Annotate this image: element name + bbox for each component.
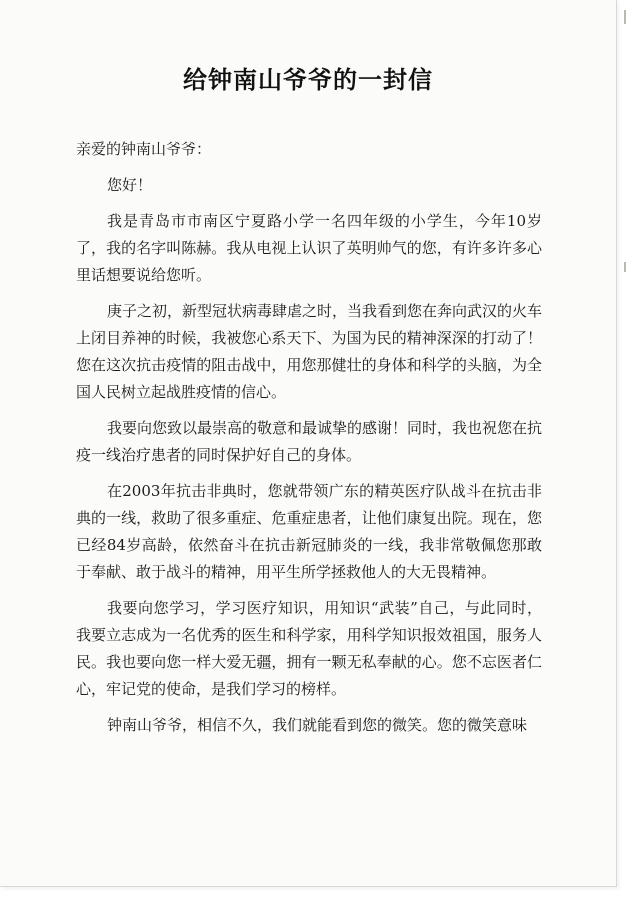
scan-edge-mark: [624, 262, 626, 272]
paragraph-aspiration: 我要向您学习，学习医疗知识，用知识“武装”自己，与此同时，我要立志成为一名优秀的医生和科学家，用科学知识报效祖国，服务人民。我也要向您一样大爱无疆，拥有一颗无私奉献的心。您不忘医者仁心，牢记党的使命，是我们学习的榜样。: [76, 599, 542, 698]
paragraph-sars: 在2003年抗击非典时，您就带领广东的精英医疗队战斗在抗击非典的一线，救助了很多重症、危重症患者，让他们康复出院。现在，您已经84岁高龄，依然奋斗在抗击新冠肺炎的一线，我非常敬佩您那敢于奉献、敢于战斗的精神，用平生所学拯救他人的大无畏精神。: [76, 482, 542, 581]
letter-body: [76, 136, 542, 748]
page-title: 给钟南山爷爷的一封信: [183, 66, 433, 94]
scan-edge-mark: [624, 10, 626, 24]
paragraph-gratitude: 我要向您致以最崇高的敬意和最诚挚的感谢！同时，我也祝您在抗疫一线治疗患者的同时保护好自己的身体。: [76, 419, 543, 464]
paragraph-wuhan: 庚子之初，新型冠状病毒肆虐之时，当我看到您在奔向武汉的火车上闭目养神的时候，我被您心系天下、为国为民的精神深深的打动了！您在这次抗击疫情的阻击战中，用您那健壮的身体和科学的头脑，为全国人民树立起战胜疫情的信心。: [76, 302, 543, 401]
paragraph-greeting: 您好！: [107, 176, 153, 194]
salutation: 亲爱的钟南山爷爷：: [76, 140, 212, 158]
paragraph-closing: 钟南山爷爷，相信不久，我们就能看到您的微笑。您的微笑意味: [107, 716, 528, 734]
paragraph-introduction: 我是青岛市市南区宁夏路小学一名四年级的小学生，今年10岁了，我的名字叫陈赫。我从电视上认识了英明帅气的您，有许多许多心里话想要说给您听。: [76, 212, 542, 284]
